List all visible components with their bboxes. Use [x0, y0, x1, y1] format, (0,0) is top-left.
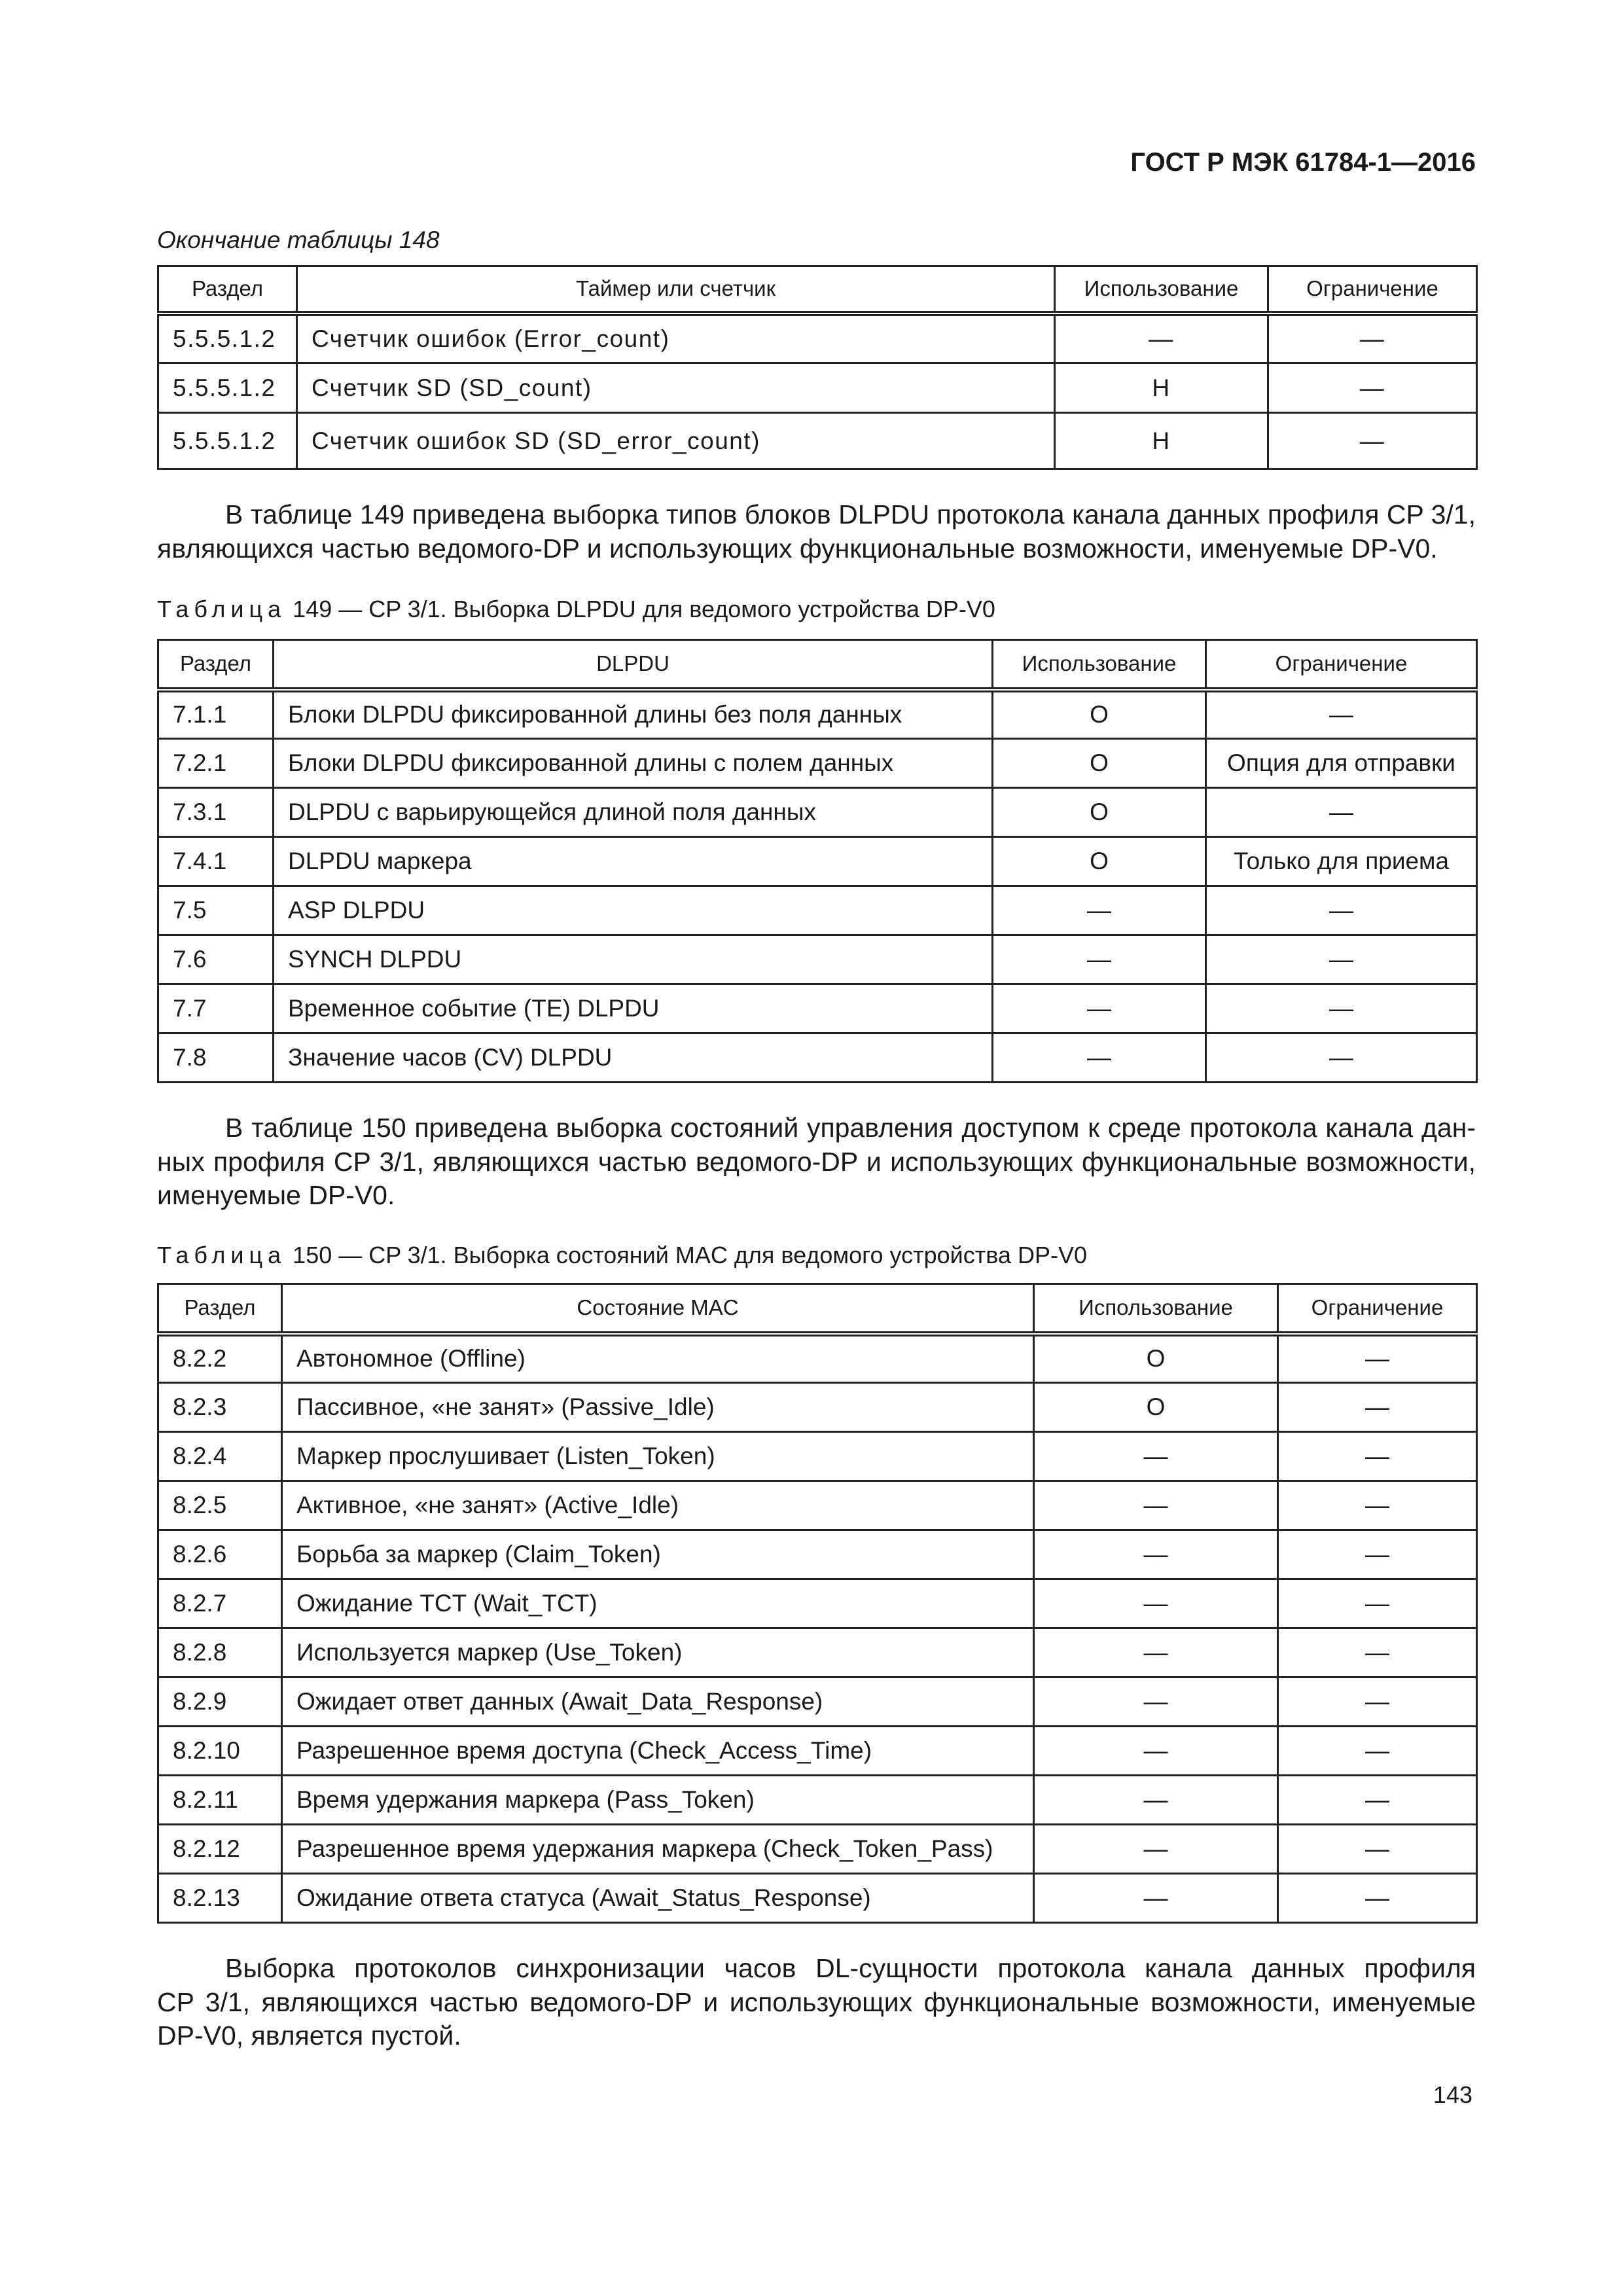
item-cell: Счетчик SD (SD_count) — [297, 363, 1055, 413]
section-cell: 7.2.1 — [158, 739, 274, 788]
item-cell: DLPDU маркера — [274, 837, 993, 886]
restriction-cell: — — [1206, 788, 1477, 837]
section-cell: 8.2.2 — [158, 1334, 282, 1383]
usage-cell: Н — [1055, 363, 1268, 413]
usage-cell: О — [993, 788, 1206, 837]
restriction-cell: — — [1206, 1033, 1477, 1083]
section-cell: 8.2.4 — [158, 1432, 282, 1481]
section-cell: 8.2.12 — [158, 1825, 282, 1874]
item-cell: Автономное (Offline) — [282, 1334, 1034, 1383]
paragraph-line: В таблице 150 приведена выборка состояний управления доступом к среде протокола канала дан- — [225, 1113, 1476, 1143]
usage-cell: Н — [1055, 413, 1268, 469]
paragraph-table-150-intro — [157, 1111, 1476, 1213]
item-cell: Счетчик ошибок SD (SD_error_count) — [297, 413, 1055, 469]
item-cell: Ожидает ответ данных (Await_Data_Response) — [282, 1677, 1034, 1727]
item-cell: SYNCH DLPDU — [274, 935, 993, 984]
section-cell: 7.5 — [158, 886, 274, 935]
restriction-cell: Только для приема — [1206, 837, 1477, 886]
table-row — [158, 1383, 1477, 1432]
caption-label: Таблица — [157, 596, 287, 622]
section-cell: 8.2.3 — [158, 1383, 282, 1432]
usage-cell: — — [1034, 1825, 1278, 1874]
table-row — [158, 1481, 1477, 1530]
restriction-cell: — — [1278, 1825, 1477, 1874]
usage-cell: О — [1034, 1334, 1278, 1383]
section-cell: 8.2.8 — [158, 1628, 282, 1677]
section-cell: 8.2.5 — [158, 1481, 282, 1530]
usage-cell: О — [993, 739, 1206, 788]
column-header: Ограничение — [1206, 640, 1477, 690]
table-row — [158, 739, 1477, 788]
table-row — [158, 413, 1477, 469]
column-header: Раздел — [158, 266, 297, 314]
table-row — [158, 1727, 1477, 1776]
usage-cell: — — [1055, 314, 1268, 363]
section-cell: 7.7 — [158, 984, 274, 1033]
usage-cell: — — [993, 1033, 1206, 1083]
section-cell: 7.4.1 — [158, 837, 274, 886]
restriction-cell: — — [1278, 1677, 1477, 1727]
restriction-cell: — — [1278, 1334, 1477, 1383]
usage-cell: — — [993, 935, 1206, 984]
item-cell: Временное событие (TE) DLPDU — [274, 984, 993, 1033]
section-cell: 8.2.6 — [158, 1530, 282, 1579]
restriction-cell: — — [1206, 984, 1477, 1033]
caption-text: 150 — CP 3/1. Выборка состояний MAC для ведомого устройства DP-V0 — [293, 1242, 1088, 1268]
document-code-header: ГОСТ Р МЭК 61784-1—2016 — [1130, 148, 1476, 177]
table-row — [158, 1432, 1477, 1481]
item-cell: Время удержания маркера (Pass_Token) — [282, 1776, 1034, 1825]
paragraph-clock-sync-note — [157, 1952, 1476, 2053]
table-row — [158, 314, 1477, 363]
table-150 — [157, 1283, 1478, 1924]
paragraph-line: являющихся частью ведомого-DP и использующих функциональные возможности, именуемые DP-V0. — [157, 533, 1438, 564]
restriction-cell: — — [1278, 1383, 1477, 1432]
table-row — [158, 1628, 1477, 1677]
usage-cell: О — [993, 690, 1206, 739]
restriction-cell: — — [1268, 413, 1477, 469]
usage-cell: — — [1034, 1874, 1278, 1923]
table-row — [158, 935, 1477, 984]
item-cell: Блоки DLPDU фиксированной длины с полем данных — [274, 739, 993, 788]
restriction-cell: — — [1278, 1481, 1477, 1530]
table-row — [158, 1776, 1477, 1825]
usage-cell: О — [993, 837, 1206, 886]
restriction-cell: — — [1206, 935, 1477, 984]
caption-label: Таблица — [157, 1242, 287, 1268]
caption-text: 149 — CP 3/1. Выборка DLPDU для ведомого устройства DP-V0 — [293, 596, 995, 622]
item-cell: Ожидание ответа статуса (Await_Status_Response) — [282, 1874, 1034, 1923]
item-cell: Значение часов (CV) DLPDU — [274, 1033, 993, 1083]
table-row — [158, 1677, 1477, 1727]
usage-cell: О — [1034, 1383, 1278, 1432]
section-cell: 8.2.9 — [158, 1677, 282, 1727]
table-header-row — [158, 1284, 1477, 1334]
table-row — [158, 837, 1477, 886]
section-cell: 8.2.13 — [158, 1874, 282, 1923]
section-cell: 7.1.1 — [158, 690, 274, 739]
restriction-cell: — — [1278, 1628, 1477, 1677]
restriction-cell: — — [1206, 886, 1477, 935]
table-row — [158, 1874, 1477, 1923]
column-header: Раздел — [158, 640, 274, 690]
restriction-cell: — — [1278, 1432, 1477, 1481]
usage-cell: — — [993, 984, 1206, 1033]
restriction-cell: — — [1278, 1776, 1477, 1825]
restriction-cell: — — [1206, 690, 1477, 739]
table-row — [158, 1825, 1477, 1874]
restriction-cell: — — [1278, 1579, 1477, 1628]
paragraph-table-149-intro — [157, 498, 1476, 565]
item-cell: Ожидание TCT (Wait_TCT) — [282, 1579, 1034, 1628]
column-header: Раздел — [158, 1284, 282, 1334]
section-cell: 8.2.10 — [158, 1727, 282, 1776]
table-row — [158, 1530, 1477, 1579]
paragraph-line: Выборка протоколов синхронизации часов DL-сущности протокола канала данных профиля — [225, 1953, 1476, 1983]
table-row — [158, 363, 1477, 413]
section-cell: 8.2.11 — [158, 1776, 282, 1825]
table-header-row — [158, 640, 1477, 690]
section-cell: 7.3.1 — [158, 788, 274, 837]
restriction-cell: — — [1268, 314, 1477, 363]
section-cell: 7.6 — [158, 935, 274, 984]
item-cell: Активное, «не занят» (Active_Idle) — [282, 1481, 1034, 1530]
restriction-cell: — — [1278, 1874, 1477, 1923]
paragraph-line: DP-V0, является пустой. — [157, 2020, 461, 2051]
section-cell: 5.5.5.1.2 — [158, 314, 297, 363]
table-row — [158, 1334, 1477, 1383]
paragraph-line: В таблице 149 приведена выборка типов блоков DLPDU протокола канала данных профиля CP 3/1, — [225, 499, 1476, 529]
table-row — [158, 788, 1477, 837]
table-row — [158, 1579, 1477, 1628]
item-cell: Используется маркер (Use_Token) — [282, 1628, 1034, 1677]
section-cell: 5.5.5.1.2 — [158, 363, 297, 413]
usage-cell: — — [1034, 1530, 1278, 1579]
item-cell: Пассивное, «не занят» (Passive_Idle) — [282, 1383, 1034, 1432]
table-row — [158, 690, 1477, 739]
table-148 — [157, 265, 1478, 470]
usage-cell: — — [1034, 1677, 1278, 1727]
restriction-cell: — — [1278, 1530, 1477, 1579]
table-149-caption — [157, 596, 995, 623]
item-cell: Разрешенное время удержания маркера (Check_Token_Pass) — [282, 1825, 1034, 1874]
paragraph-line: именуемые DP-V0. — [157, 1180, 395, 1210]
page-number: 143 — [1433, 2081, 1472, 2108]
column-header: Таймер или счетчик — [297, 266, 1055, 314]
table-148-continuation-label: Окончание таблицы 148 — [157, 226, 440, 253]
item-cell: Счетчик ошибок (Error_count) — [297, 314, 1055, 363]
section-cell: 8.2.7 — [158, 1579, 282, 1628]
item-cell: ASP DLPDU — [274, 886, 993, 935]
restriction-cell: — — [1278, 1727, 1477, 1776]
table-150-caption — [157, 1242, 1087, 1269]
usage-cell: — — [1034, 1481, 1278, 1530]
table-row — [158, 886, 1477, 935]
paragraph-line: CP 3/1, являющихся частью ведомого-DP и использующих функциональные возможности, именуемые — [157, 1986, 1476, 2017]
item-cell: DLPDU с варьирующейся длиной поля данных — [274, 788, 993, 837]
usage-cell: — — [1034, 1579, 1278, 1628]
usage-cell: — — [1034, 1628, 1278, 1677]
column-header: Ограничение — [1268, 266, 1477, 314]
item-cell: Борьба за маркер (Claim_Token) — [282, 1530, 1034, 1579]
restriction-cell: — — [1268, 363, 1477, 413]
column-header: DLPDU — [274, 640, 993, 690]
table-header-row — [158, 266, 1477, 314]
paragraph-line: ных профиля CP 3/1, являющихся частью ведомого-DP и использующих функциональные возможности, — [157, 1146, 1476, 1177]
column-header: Ограничение — [1278, 1284, 1477, 1334]
usage-cell: — — [1034, 1432, 1278, 1481]
usage-cell: — — [1034, 1727, 1278, 1776]
column-header: Состояние MAC — [282, 1284, 1034, 1334]
item-cell: Разрешенное время доступа (Check_Access_Time) — [282, 1727, 1034, 1776]
usage-cell: — — [1034, 1776, 1278, 1825]
column-header: Использование — [993, 640, 1206, 690]
table-149 — [157, 639, 1478, 1083]
item-cell: Блоки DLPDU фиксированной длины без поля данных — [274, 690, 993, 739]
column-header: Использование — [1055, 266, 1268, 314]
table-row — [158, 984, 1477, 1033]
section-cell: 5.5.5.1.2 — [158, 413, 297, 469]
table-row — [158, 1033, 1477, 1083]
column-header: Использование — [1034, 1284, 1278, 1334]
restriction-cell: Опция для отправки — [1206, 739, 1477, 788]
section-cell: 7.8 — [158, 1033, 274, 1083]
item-cell: Маркер прослушивает (Listen_Token) — [282, 1432, 1034, 1481]
usage-cell: — — [993, 886, 1206, 935]
